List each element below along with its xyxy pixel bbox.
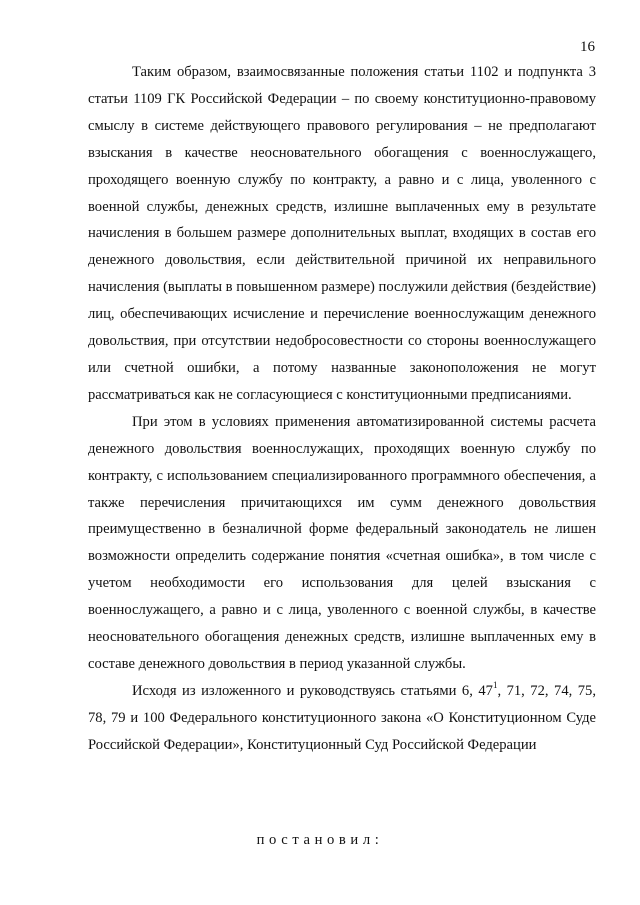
resolution-heading: постановил: [256, 832, 384, 848]
paragraph-legislator: При этом в условиях применения автоматизированной системы расчета денежного довольствия военнослужащих, проходящих военную службу по контракту, с использованием специализированного программного обеспечения, а также перечисления причитающихся им сумм денежного довольствия преимущественно в безналичной форме федеральный законодатель не лишен возможности определить содержание понятия «счетная ошибка», в том числе с учетом необходимости его использования для целей взыскания с военнослужащего, а равно и с лица, уволенного с военной службы, в качестве неосновательного обогащения денежных средств, излишне выплаченных ему в составе денежного довольствия в период указанной службы. [88, 413, 596, 672]
paragraph-grounds [88, 678, 596, 759]
grounds-text-start: Исходя из изложенного и руководствуясь статьями 6, 47 [132, 682, 493, 699]
grounds-text-end: , 71, 72, 74, 75, 78, 79 и 100 Федерального конституционного закона «О Конституционном Суде Российской Федерации», Конституционный Суд Российской Федерации [88, 682, 596, 753]
article-superscript: 1 [492, 679, 498, 690]
paragraph-conclusion: Таким образом, взаимосвязанные положения статьи 1102 и подпункта 3 статьи 1109 ГК Российской Федерации – по своему конституционно-правовому смыслу в системе действующего правового регулирования – не предполагают взыскания в качестве неосновательного обогащения с военнослужащего, проходящего военную службу по контракту, а равно и с лица, уволенного с военной службы, денежных средств, излишне выплаченных ему в результате начисления в большем размере дополнительных выплат, входящих в состав его денежного довольствия, если действительной причиной их неправильного начисления (выплаты в повышенном размере) послужили действия (бездействие) лиц, обеспечивающих исчисление и перечисление военнослужащим денежного довольствия, при отсутствии недобросовестности со стороны военнослужащего или счетной ошибки, а потому названные законоположения не могут рассматриваться как не согласующиеся с конституционными предписаниями. [88, 64, 597, 403]
document-body [88, 59, 596, 759]
page-number: 16 [580, 39, 595, 55]
